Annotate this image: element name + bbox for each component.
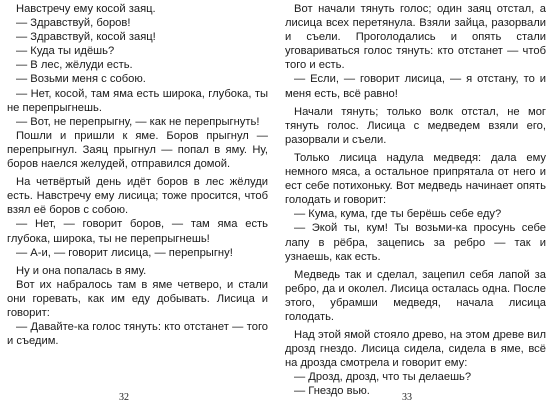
- paragraph: — Здравствуй, косой заяц!: [16, 31, 156, 44]
- paragraph: Вот их набралось там в яме четверо, и стали они горевать, как им еду добывать. Лисица и говорит:: [7, 278, 268, 319]
- paragraph: — Если, — говорит лисица, — я отстану, то и меня есть, всё равно!: [285, 73, 546, 100]
- paragraph: — Давайте-ка голос тянуть: кто отстанет — того и съедим.: [7, 321, 268, 348]
- paragraph: — В лес, жёлуди есть.: [16, 59, 133, 72]
- paragraph: — Возьми меня с собою.: [16, 73, 146, 86]
- page-number: 32: [119, 392, 129, 403]
- paragraph: — Вот, не перепрыгну, — как не перепрыгнуть!: [16, 115, 260, 128]
- paragraph: — Куда ты идёшь?: [16, 45, 115, 58]
- paragraph: — А-и, — говорит лисица, — перепрыгну!: [16, 246, 233, 259]
- paragraph: Только лисица надула медведя: дала ему немного мяса, а остальное припрятала от него и ест себе потихоньку. Вот медведь начинает опять голодать и говорит:: [285, 151, 546, 207]
- left-page: [7, 2, 268, 377]
- paragraph: — Экой ты, кум! Ты возьми-ка просунь себе лапу в рёбра, зацепись за ребро — так и узнаешь, как есть.: [285, 222, 546, 263]
- paragraph: Ну и она попалась в яму.: [16, 264, 147, 277]
- paragraph: Над этой ямой стояло древо, на этом древе вил дрозд гнездо. Лисица сидела, сидела в яме, всё на дрозда смотрела и говорит ему:: [285, 329, 546, 370]
- paragraph: — Нет, — говорит боров, — там яма есть глубока, широка, ты не перепрыгнешь!: [7, 218, 268, 245]
- paragraph: — Гнездо вью.: [294, 385, 370, 398]
- paragraph: На четвёртый день идёт боров в лес жёлуди есть. Навстречу ему лисица; тоже просится, чтоб взял её боров с собою.: [7, 176, 268, 217]
- paragraph: Медведь так и сделал, зацепил себя лапой за ребро, да и околел. Лисица осталась одна. После этого, убрамши медведя, начала лисица голодать.: [285, 268, 546, 323]
- paragraph: Начали тянуть; только волк отстал, не мог тянуть голос. Лисица с медведем взяли его, разорвали и съели.: [285, 105, 546, 146]
- paragraph: — Дрозд, дрозд, что ты делаешь?: [294, 371, 472, 384]
- page-number: 33: [402, 392, 412, 403]
- paragraph: — Здравствуй, боров!: [16, 17, 131, 30]
- paragraph: Вот начали тянуть голос; один заяц отстал, а лисица всех перетянула. Взяли зайца, разорвали и съели. Проголодались и опять стали уговариваться голос тянуть: кто отстанет — чтоб того и есть.: [285, 3, 546, 72]
- paragraph: Пошли и пришли к яме. Боров прыгнул — перепрыгнул. Заяц прыгнул — попал в яму. Ну, боров наелся желудей, отправился домой.: [7, 129, 268, 171]
- paragraph: — Кума, кума, где ты берёшь себе еду?: [294, 208, 502, 221]
- paragraph: — Нет, косой, там яма есть широка, глубока, ты не перепрыгнешь.: [7, 87, 268, 114]
- paragraph: Навстречу ему косой заяц.: [16, 3, 156, 15]
